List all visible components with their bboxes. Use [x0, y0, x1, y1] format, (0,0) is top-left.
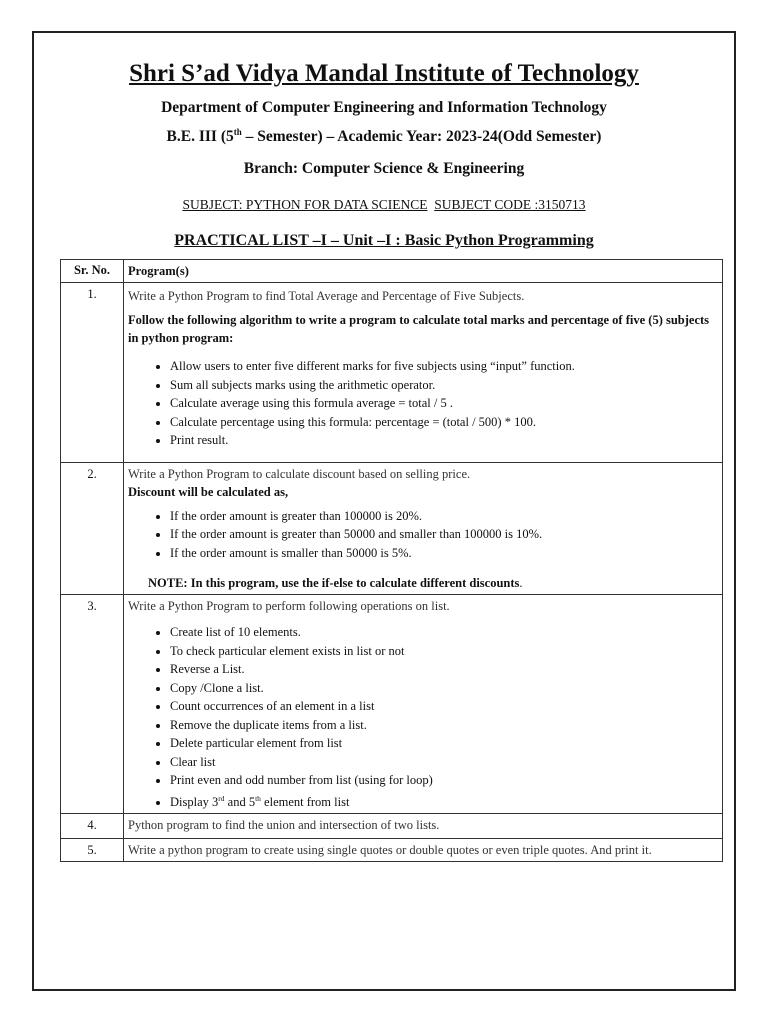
semester-line — [0, 127, 768, 146]
row-program — [124, 839, 723, 862]
list-item: • Calculate average using this formula average = total / 5 . — [170, 394, 718, 413]
program-question: Write a Python Program to perform following operations on list. — [128, 599, 450, 613]
display-sup-1: rd — [218, 793, 225, 803]
note-tail: . — [519, 576, 523, 590]
list-item: • Sum all subjects marks using the arithmetic operator. — [170, 376, 718, 395]
program-lead: Follow the following algorithm to write a program to calculate total marks and percentage of five (5) subjects in python program: — [128, 313, 710, 345]
row-number: 4. — [61, 814, 124, 839]
table-row — [61, 839, 723, 862]
list-item: • If the order amount is greater than 100000 is 20%. — [170, 507, 718, 526]
display-text-1: Display 3 — [170, 794, 219, 809]
row-number: 3. — [61, 595, 124, 814]
practical-list-title: PRACTICAL LIST –I – Unit –I : Basic Python Programming — [174, 232, 594, 249]
bullet-list — [128, 507, 718, 563]
program-question: Write a Python Program to calculate discount based on selling price. — [128, 466, 471, 481]
list-item: • Clear list — [170, 753, 718, 772]
display-sup-2: th — [255, 793, 261, 803]
table-row — [61, 462, 723, 595]
list-item: • Count occurrences of an element in a list — [170, 697, 718, 716]
practical-table — [60, 259, 723, 862]
row-number: 2. — [61, 462, 124, 595]
subject-line — [0, 197, 768, 213]
col-program-header: Program(s) — [124, 260, 723, 283]
table-row — [61, 283, 723, 463]
list-item: • Delete particular element from list — [170, 734, 718, 753]
row-program — [124, 814, 723, 839]
row-program — [124, 595, 723, 814]
list-item: • If the order amount is greater than 50000 and smaller than 100000 is 10%. — [170, 525, 718, 544]
list-item: • Print even and odd number from list (using for loop) — [170, 771, 718, 790]
row-program — [124, 283, 723, 463]
table-row — [61, 595, 723, 814]
list-item: • Copy /Clone a list. — [170, 679, 718, 698]
semester-suffix: – Semester) – Academic Year: 2023-24(Odd Semester) — [241, 128, 602, 146]
semester-sup: th — [233, 127, 242, 137]
branch-line: Branch: Computer Science & Engineering — [243, 160, 525, 177]
row-number: 5. — [61, 839, 124, 862]
department-title: Department of Computer Engineering and Information Technology — [161, 99, 607, 116]
list-item: • If the order amount is smaller than 50000 is 5%. — [170, 544, 718, 563]
table-row — [61, 814, 723, 839]
list-item: • Print result. — [170, 431, 718, 450]
program-question: Write a Python Program to find Total Average and Percentage of Five Subjects. — [128, 289, 525, 303]
list-item: • Remove the duplicate items from a list. — [170, 716, 718, 735]
subject-code: SUBJECT CODE :3150713 — [434, 197, 586, 212]
bullet-list — [128, 357, 718, 450]
table-header-row — [61, 260, 723, 283]
list-item — [170, 790, 718, 812]
bullet-list — [128, 623, 718, 811]
note-text: NOTE: In this program, use the if-else to calculate different discounts — [148, 576, 520, 590]
program-question: Write a python program to create using single quotes or double quotes or even triple quotes. And print it. — [128, 843, 652, 858]
institute-title: Shri S’ad Vidya Mandal Institute of Technology — [129, 60, 639, 87]
program-lead: Discount will be calculated as, — [128, 484, 289, 499]
list-item: • Allow users to enter five different marks for five subjects using “input” function. — [170, 357, 718, 376]
semester-prefix: B.E. III (5 — [166, 128, 234, 146]
display-text-2: and 5 — [224, 794, 256, 809]
row-number: 1. — [61, 283, 124, 463]
row-program — [124, 462, 723, 595]
subject-name: SUBJECT: PYTHON FOR DATA SCIENCE — [182, 197, 428, 212]
display-text-3: element from list — [260, 794, 350, 809]
program-question: Python program to find the union and intersection of two lists. — [128, 818, 440, 833]
col-sr-header: Sr. No. — [61, 260, 124, 283]
program-note — [128, 574, 718, 592]
list-item: • To check particular element exists in list or not — [170, 642, 718, 661]
list-item: • Reverse a List. — [170, 660, 718, 679]
list-item: • Create list of 10 elements. — [170, 623, 718, 642]
list-item: • Calculate percentage using this formula: percentage = (total / 500) * 100. — [170, 413, 718, 432]
